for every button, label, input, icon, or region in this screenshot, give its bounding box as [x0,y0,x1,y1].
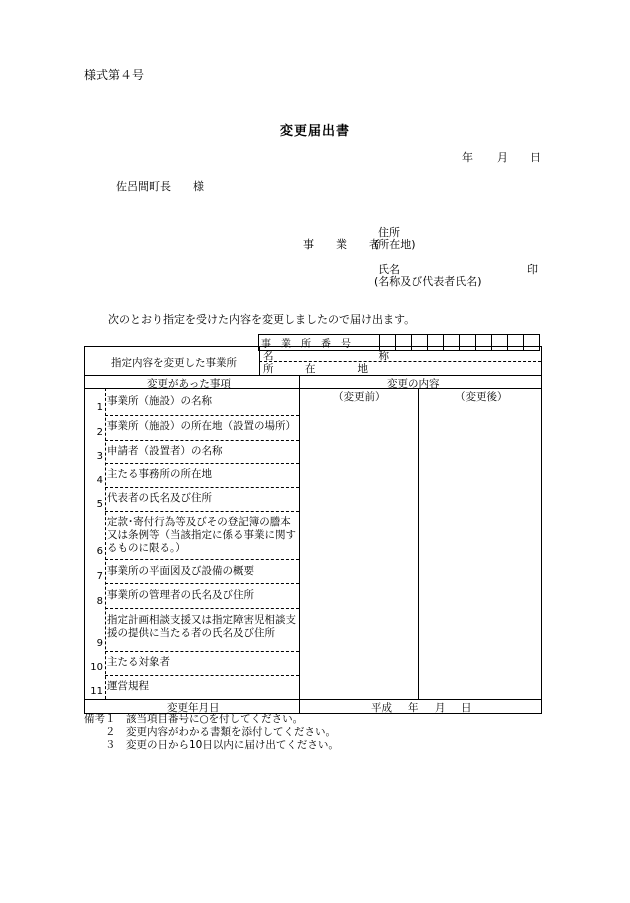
form-number: 様式第４号 [84,68,145,82]
item-label: 運営規程 [107,680,149,692]
item-number: 6 [96,546,103,557]
office-number-label: 事 業 所 番 号 [259,335,380,351]
changed-office-label: 指定内容を変更した事業所 [111,357,237,369]
business-operator-label: 事 業 者 [303,238,380,251]
change-date-month: 月 [435,702,446,714]
note-line: ３ 変更の日から10日以内に届け出てください。 [84,739,339,751]
office-name-label: 名 称 [263,350,389,362]
item-number: 3 [96,451,103,462]
item-label: 申請者（設置者）の名称 [107,445,223,457]
item-number: 9 [96,638,103,649]
item-label: 事業所（施設）の名称 [107,395,212,407]
item-number: 11 [90,686,103,697]
name-label: 氏名 [378,263,400,276]
addressee: 佐呂間町長 様 [116,180,204,193]
item-number: 8 [96,596,103,607]
date-year-label: 年 [462,151,473,164]
change-report-table [84,346,542,714]
notes [84,713,339,752]
change-date-year: 年 [408,702,419,714]
item-label: 事業所（施設）の所在地（設置の場所） [107,420,296,432]
item-number: 7 [96,571,103,582]
item-label: 事業所の管理者の氏名及び住所 [107,589,254,601]
item-label: 主たる対象者 [107,656,170,668]
item-label: 指定計画相談支援又は指定障害児相談支援の提供に当たる者の氏名及び住所 [107,614,296,639]
address-sub-label: (所在地) [374,238,416,251]
change-date-day: 日 [461,702,472,714]
item-number: 5 [96,499,103,510]
address-label: 住所 [378,226,400,239]
item-number: 4 [96,475,103,486]
item-label: 代表者の氏名及び住所 [107,492,212,504]
change-date-era: 平成 [371,702,392,714]
date-month-label: 月 [497,151,508,164]
name-sub-label: (名称及び代表者氏名) [374,275,482,288]
item-label: 主たる事務所の所在地 [107,468,212,480]
item-number: 2 [96,427,103,438]
items-column-header: 変更があった事項 [147,378,231,390]
document-title: 変更届出書 [279,124,350,139]
seal-mark: 印 [527,263,538,276]
item-label: 事業所の平面図及び設備の概要 [107,565,254,577]
note-line: ２ 変更内容がわかる書類を添付してください。 [84,726,336,738]
change-date-label: 変更年月日 [167,702,220,714]
before-column-header: （変更前） [333,391,386,403]
item-number: 10 [90,662,103,673]
intro-text: 次のとおり指定を受けた内容を変更しましたので届け出ます。 [108,313,416,326]
item-label: 定款･寄付行為等及びその登記簿の謄本又は条例等（当該指定に係る事業に関するものに限る。） [107,516,296,554]
note-line: 備考１ 該当項目番号に○を付してください。 [84,713,304,725]
after-column-header: （変更後） [455,391,508,403]
date-day-label: 日 [530,151,541,164]
item-number: 1 [96,402,103,413]
office-location-label: 所 在 地 [263,363,368,375]
content-column-header: 変更の内容 [387,378,440,390]
